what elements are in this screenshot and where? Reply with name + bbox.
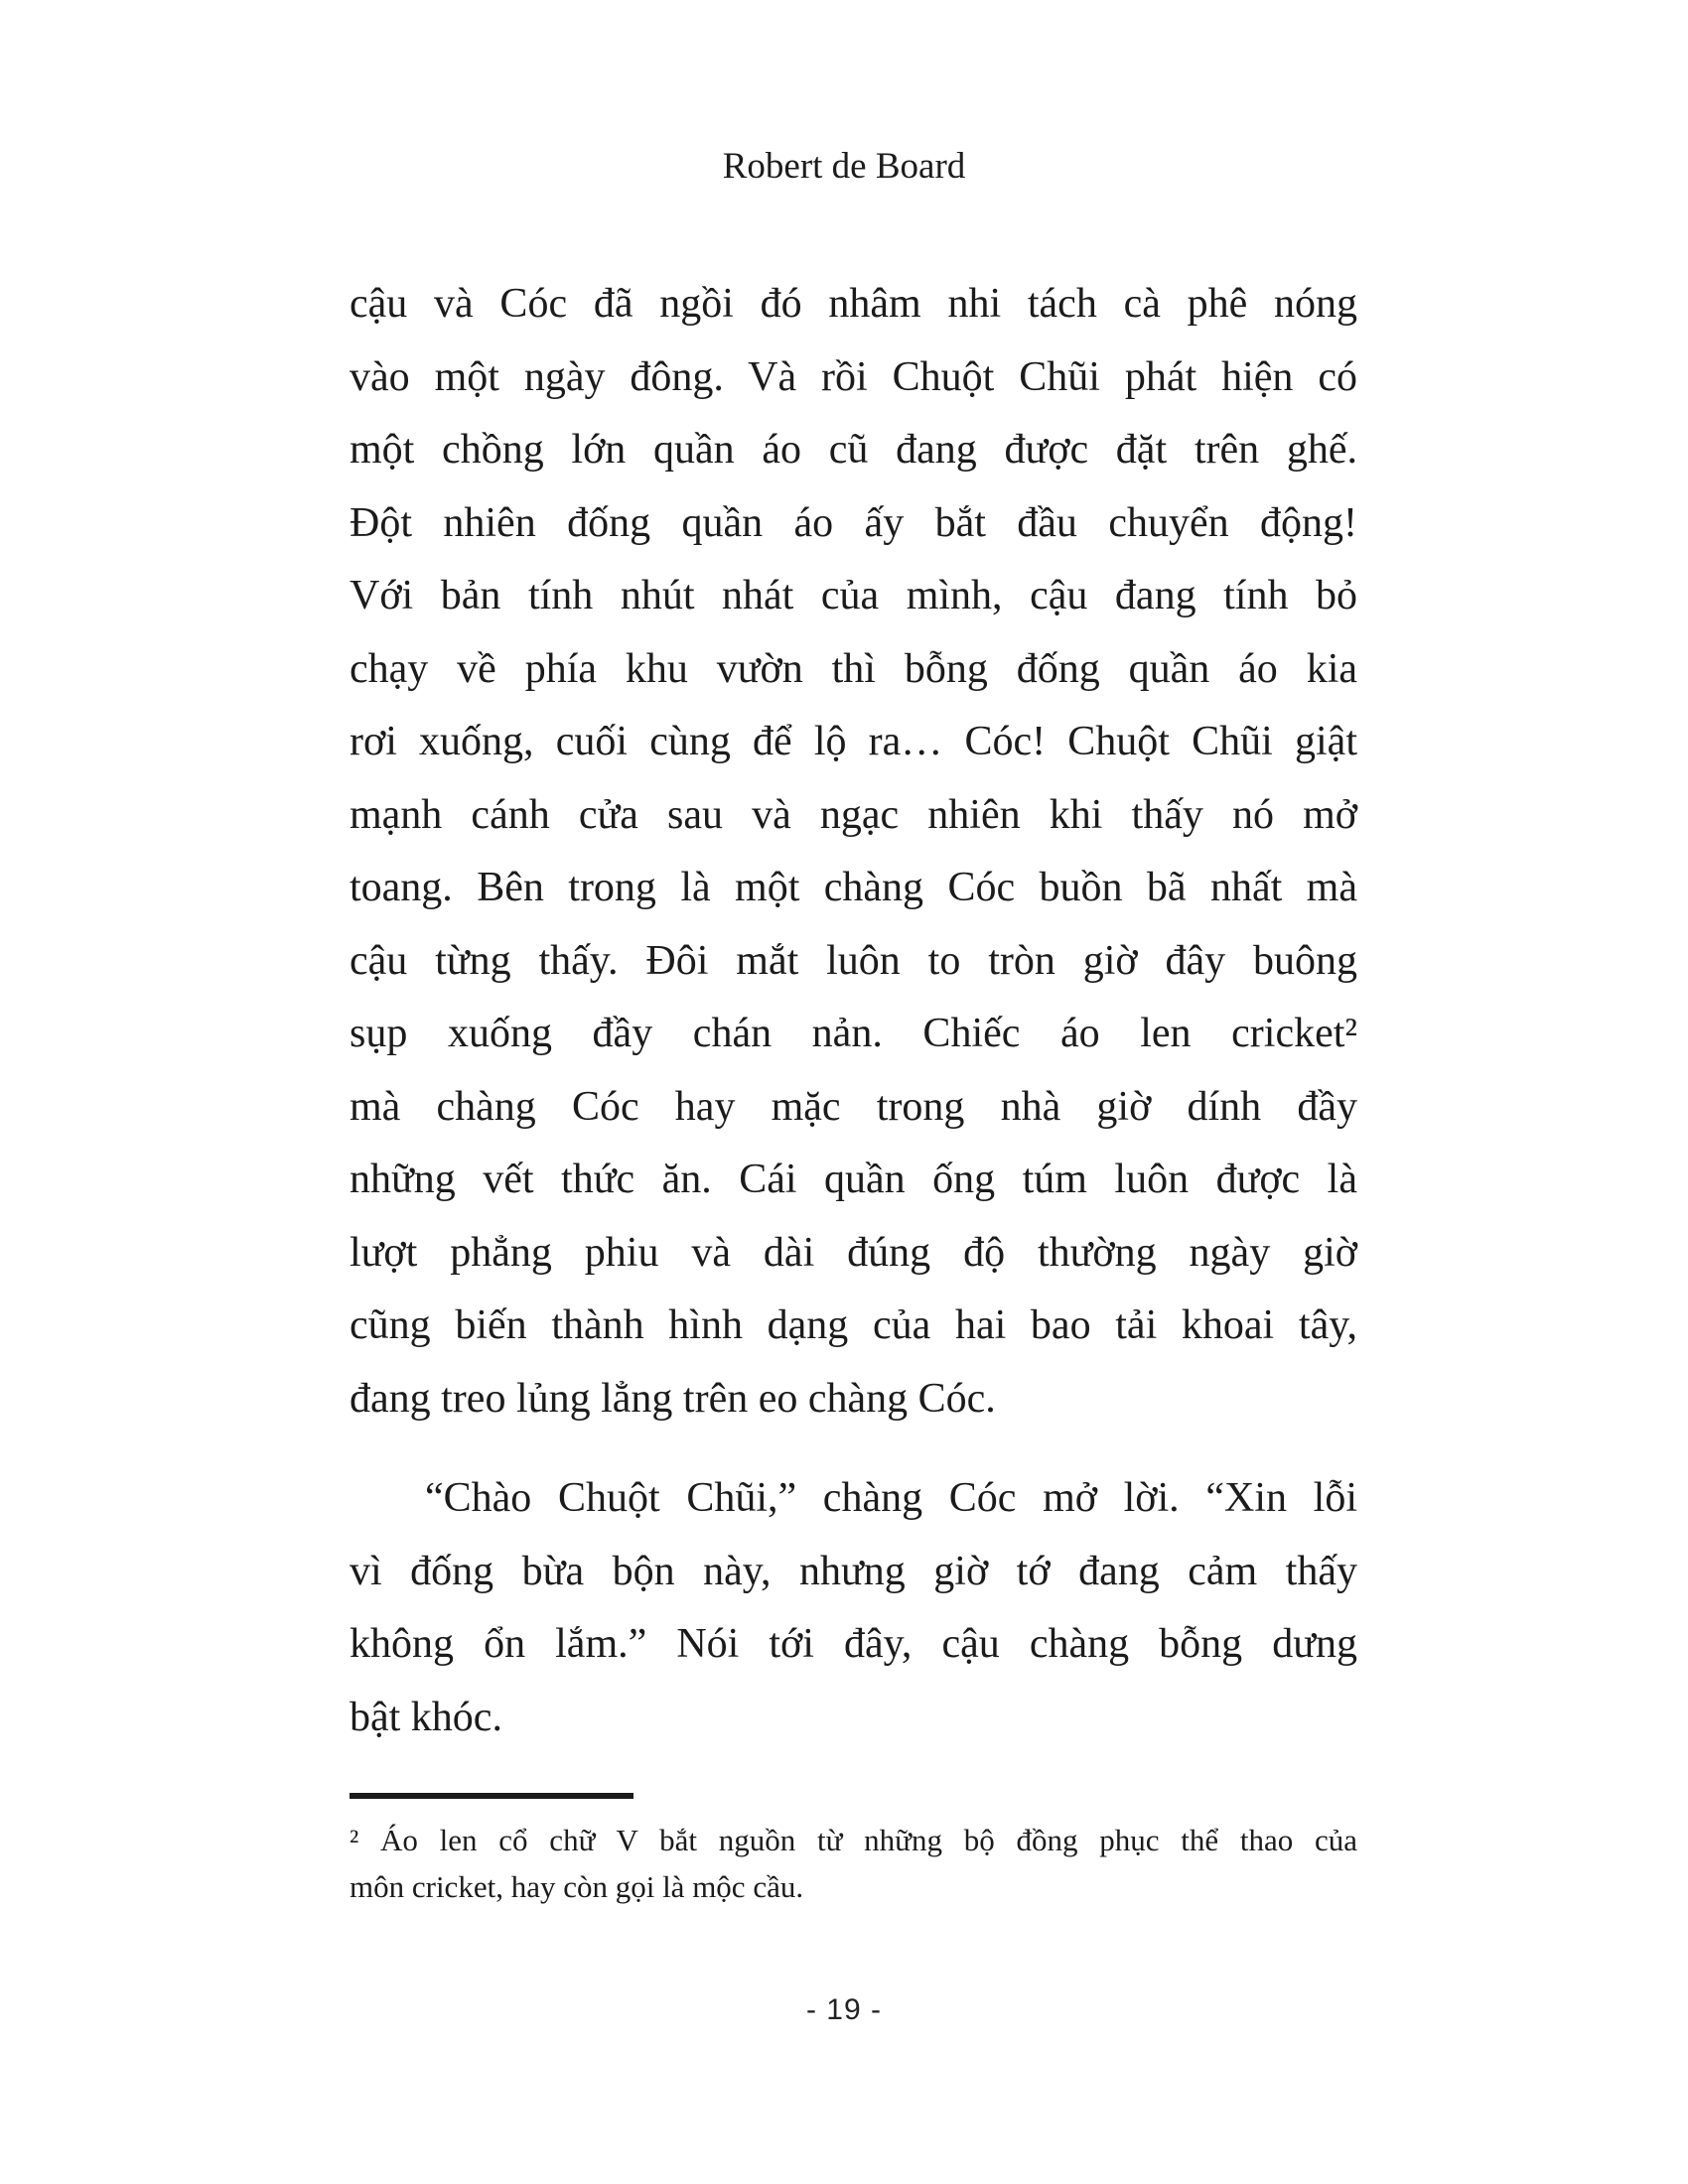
footnote-line: môn cricket, hay còn gọi là mộc cầu. <box>350 1869 804 1904</box>
footnote-divider <box>350 1793 633 1799</box>
text-line: cậu và Cóc đã ngồi đó nhâm nhi tách cà phê nóng <box>350 281 1357 327</box>
text-line: sụp xuống đầy chán nản. Chiếc áo len cricket² <box>350 1011 1357 1056</box>
text-line: Đột nhiên đống quần áo ấy bắt đầu chuyển động! <box>350 499 1357 546</box>
text-line: rơi xuống, cuối cùng để lộ ra… Cóc! Chuột Chũi giật <box>350 719 1357 764</box>
text-line: không ổn lắm.” Nói tới đây, cậu chàng bỗng dưng <box>350 1621 1357 1667</box>
text-line: lượt phẳng phiu và dài đúng độ thường ngày giờ <box>350 1229 1357 1276</box>
text-line: vào một ngày đông. Và rồi Chuột Chũi phát hiện có <box>350 353 1357 400</box>
paragraph-2 <box>350 1462 1357 1754</box>
body-text <box>350 268 1357 1754</box>
text-line: toang. Bên trong là một chàng Cóc buồn bã nhất mà <box>350 865 1357 910</box>
running-header: Robert de Board <box>722 146 966 187</box>
text-line: những vết thức ăn. Cái quần ống túm luôn được là <box>350 1157 1357 1202</box>
text-line: vì đống bừa bộn này, nhưng giờ tớ đang cảm thấy <box>350 1548 1357 1594</box>
text-line: mạnh cánh cửa sau và ngạc nhiên khi thấy nó mở <box>350 791 1357 838</box>
text-line: Với bản tính nhút nhát của mình, cậu đang tính bỏ <box>350 573 1357 618</box>
text-line: một chồng lớn quần áo cũ đang được đặt trên ghế. <box>350 427 1357 473</box>
text-line: cũng biến thành hình dạng của hai bao tải khoai tây, <box>350 1302 1357 1348</box>
text-line: mà chàng Cóc hay mặc trong nhà giờ dính đầy <box>350 1083 1357 1130</box>
page-number: - 19 - <box>805 1993 883 2026</box>
text-line: bật khóc. <box>350 1694 502 1740</box>
text-line: “Chào Chuột Chũi,” chàng Cóc mở lời. “Xin lỗi <box>425 1475 1357 1521</box>
text-line: chạy về phía khu vườn thì bỗng đống quần áo kia <box>350 645 1357 692</box>
text-line: cậu từng thấy. Đôi mắt luôn to tròn giờ đây buông <box>350 937 1357 984</box>
footnote <box>350 1817 1357 1910</box>
paragraph-1 <box>350 268 1357 1435</box>
text-line: đang treo lủng lẳng trên eo chàng Cóc. <box>350 1375 996 1422</box>
footnote-line: ² Áo len cổ chữ V bắt nguồn từ những bộ đồng phục thể thao của <box>350 1823 1357 1857</box>
